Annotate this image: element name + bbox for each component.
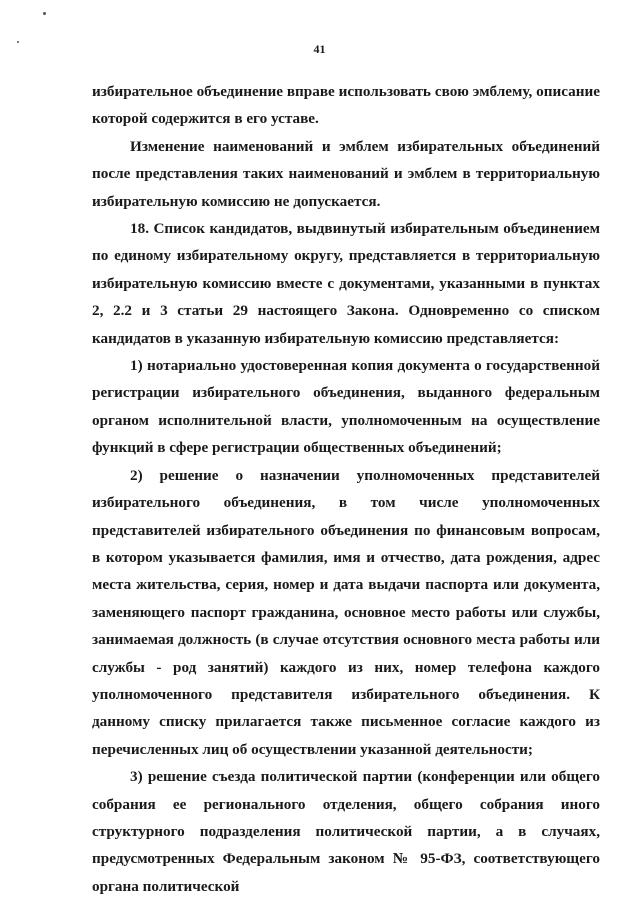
paragraph: 2) решение о назначении уполномоченных представителей избирательного объединения, в том числе уполномоченных представителей избирательного объединения по финансовым вопросам, в котором указывается фамилия, имя и отчество, дата рождения, адрес места жительства, серия, номер и дата выдачи паспорта или документа, заменяющего паспорт гражданина, основное место работы или службы, занимаемая должность (в случае отсутствия основного места работы или службы - род занятий) каждого из них, номер телефона каждого уполномоченного представителя избирательного объединения. К данному списку прилагается также письменное согласие каждого из перечисленных лиц об осуществлении указанной деятельности; [92, 466, 600, 758]
paragraph: 3) решение съезда политической партии (конференции или общего собрания ее регионального отделения, общего собрания иного структурного подразделения политической партии, а в случаях, предусмотренных Федеральным законом № 95-ФЗ, соответствующего органа политической [92, 768, 600, 895]
document-body [92, 78, 600, 900]
paragraph: 18. Список кандидатов, выдвинутый избирательным объединением по единому избирательному округу, представляется в территориальную избирательную комиссию вместе с документами, указанными в пунктах 2, 2.2 и 3 статьи 29 настоящего Закона. Одновременно со списком кандидатов в указанную избирательную комиссию представляется: [92, 220, 600, 347]
paragraph: 1) нотариально удостоверенная копия документа о государственной регистрации избирательного объединения, выданного федеральным органом исполнительной власти, уполномоченным на осуществление функций в сфере регистрации общественных объединений; [92, 357, 600, 457]
page-number: 41 [313, 42, 326, 56]
paragraph: Изменение наименований и эмблем избирательных объединений после представления таких наименований и эмблем в территориальную избирательную комиссию не допускается. [92, 137, 600, 210]
scan-speck [43, 12, 46, 15]
paragraph: избирательное объединение вправе использовать свою эмблему, описание которой содержится в его уставе. [92, 83, 600, 128]
